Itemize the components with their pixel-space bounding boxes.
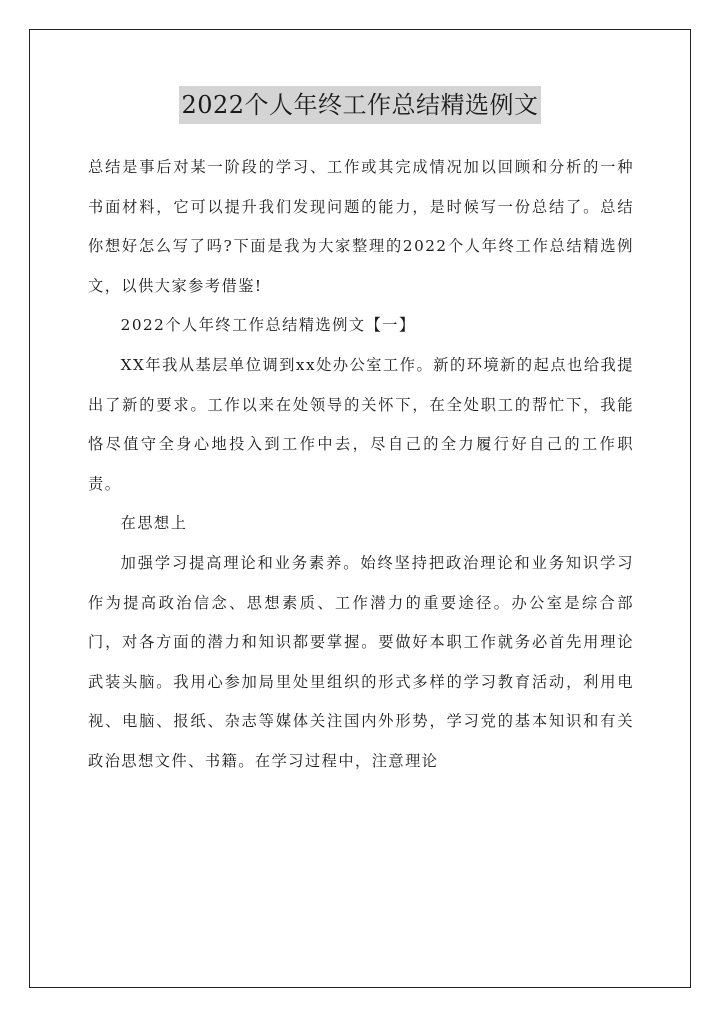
body-paragraph: 加强学习提高理论和业务素养。始终坚持把政治理论和业务知识学习作为提高政治信念、思想素质、工作潜力的重要途径。办公室是综合部门，对各方面的潜力和知识都要掌握。要做好本职工作就务必首先用理论武装头脑。我用心参加局里处里组织的形式多样的学习教育活动，利用电视、电脑、报纸、杂志等媒体关注国内外形势，学习党的基本知识和有关政治思想文件、书籍。在学习过程中，注意理论 bbox=[88, 553, 634, 770]
title-container bbox=[0, 86, 720, 124]
body-paragraph: XX年我从基层单位调到xx处办公室工作。新的环境新的起点也给我提出了新的要求。工作以来在处领导的关怀下，在全处职工的帮忙下，我能恪尽值守全身心地投入到工作中去，尽自己的全力履行好自己的工作职责。 bbox=[88, 355, 634, 493]
document-title: 2022个人年终工作总结精选例文 bbox=[179, 86, 540, 124]
subsection-heading: 在思想上 bbox=[120, 514, 188, 533]
intro-paragraph: 总结是事后对某一阶段的学习、工作或其完成情况加以回顾和分析的一种书面材料，它可以提升我们发现问题的能力，是时候写一份总结了。总结你想好怎么写了吗?下面是我为大家整理的2022个人年终工作总结精选例文，以供大家参考借鉴! bbox=[88, 158, 634, 295]
document-body bbox=[88, 148, 634, 782]
section-heading: 2022个人年终工作总结精选例文【一】 bbox=[120, 316, 416, 335]
